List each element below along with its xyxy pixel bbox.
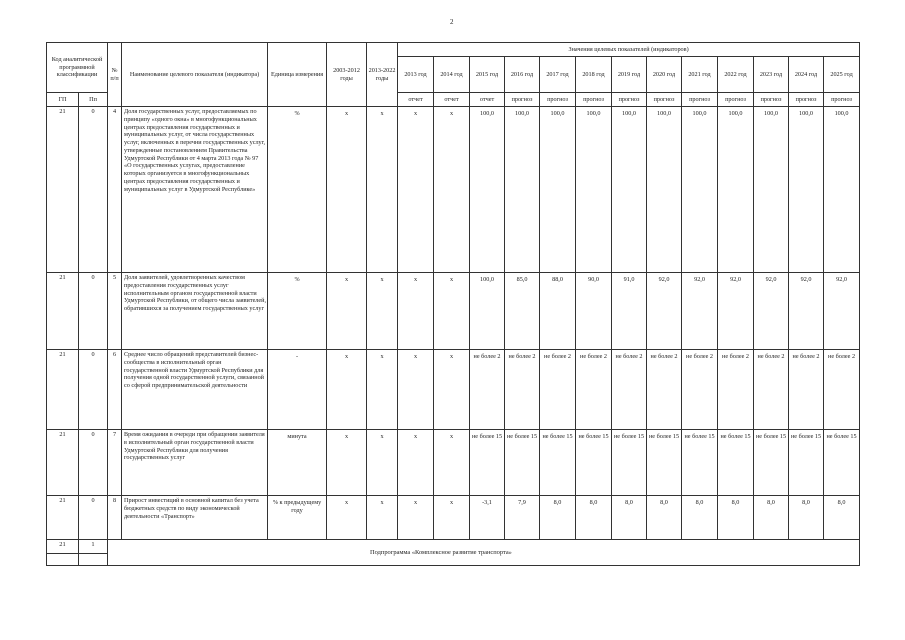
row-value-cell: 8,0: [576, 496, 612, 540]
row-value-cell: не более 2: [789, 350, 824, 430]
header-year: 2013 год: [398, 57, 434, 93]
row-value-cell: не более 2: [470, 350, 505, 430]
row-value-cell: 8,0: [540, 496, 576, 540]
header-value-type: прогноз: [718, 93, 754, 107]
table-row: [47, 350, 860, 430]
row-code-pp: 0: [79, 496, 108, 540]
table-row: [47, 107, 860, 273]
row-value-cell: x: [434, 273, 470, 350]
row-num: 5: [108, 273, 122, 350]
row-value-cell: 90,0: [576, 273, 612, 350]
row-value-cell: 100,0: [754, 107, 789, 273]
header-value-type: прогноз: [612, 93, 647, 107]
row-value-cell: не более 15: [576, 430, 612, 496]
row-value-cell: 88,0: [540, 273, 576, 350]
header-year: 2019 год: [612, 57, 647, 93]
header-value-type: прогноз: [789, 93, 824, 107]
row-value-cell: не более 15: [754, 430, 789, 496]
row-value-cell: 100,0: [576, 107, 612, 273]
row-num: 4: [108, 107, 122, 273]
row-period-2003-2012: x: [327, 430, 367, 496]
row-value-cell: 100,0: [682, 107, 718, 273]
row-value-cell: не более 2: [612, 350, 647, 430]
row-value-cell: 92,0: [824, 273, 860, 350]
row-value-cell: 91,0: [612, 273, 647, 350]
row-value-cell: не более 15: [612, 430, 647, 496]
row-value-cell: 100,0: [505, 107, 540, 273]
row-unit: минута: [268, 430, 327, 496]
header-value-type: прогноз: [576, 93, 612, 107]
header-code-pp: Пп: [79, 93, 108, 107]
row-code-gp: 21: [47, 273, 79, 350]
row-value-cell: 100,0: [824, 107, 860, 273]
table-row: [47, 496, 860, 540]
row-num: 6: [108, 350, 122, 430]
row-value-cell: не более 15: [824, 430, 860, 496]
header-value-type: прогноз: [540, 93, 576, 107]
row-value-cell: x: [398, 350, 434, 430]
row-value-cell: не более 2: [824, 350, 860, 430]
row-unit: %: [268, 107, 327, 273]
row-value-cell: x: [398, 273, 434, 350]
row-period-2013-2022: x: [367, 430, 398, 496]
row-indicator-name: Время ожидания в очереди при обращении заявителя в исполнительный орган государственной власти Удмуртской Республики для получения государственных услуг: [122, 430, 268, 496]
header-unit: Единица измерения: [268, 43, 327, 107]
header-value-type: отчет: [434, 93, 470, 107]
row-unit: -: [268, 350, 327, 430]
row-value-cell: x: [434, 430, 470, 496]
subprogram-gp: 21: [47, 540, 79, 554]
row-value-cell: 8,0: [647, 496, 682, 540]
indicators-table: [46, 42, 860, 566]
row-unit: % к предыдущему году: [268, 496, 327, 540]
header-value-type: прогноз: [754, 93, 789, 107]
header-year: 2018 год: [576, 57, 612, 93]
row-indicator-name: Доля государственных услуг, предоставляемых по принципу «одного окна» в многофункциональных центрах предоставления государственных и муниципальных услуг, от числа государственных услуг, включенных в перечни государственных услуг, утвержденные постановлением Правительства Удмуртской Республики от 4 марта 2013 года № 97 «О государственных услугах, предоставление которых организуется в многофункциональных центрах предоставления государственных и муниципальных услуг в Удмуртской Республике»: [122, 107, 268, 273]
row-value-cell: не более 15: [647, 430, 682, 496]
page-number: 2: [450, 18, 454, 26]
row-value-cell: 92,0: [718, 273, 754, 350]
header-year: 2023 год: [754, 57, 789, 93]
header-value-type: прогноз: [505, 93, 540, 107]
row-code-pp: 0: [79, 107, 108, 273]
subprogram-pp: 1: [79, 540, 108, 554]
row-value-cell: не более 2: [540, 350, 576, 430]
header-year: 2021 год: [682, 57, 718, 93]
row-value-cell: 100,0: [470, 107, 505, 273]
row-value-cell: 85,0: [505, 273, 540, 350]
header-year: 2015 год: [470, 57, 505, 93]
row-value-cell: 8,0: [789, 496, 824, 540]
header-year: 2020 год: [647, 57, 682, 93]
row-value-cell: x: [434, 350, 470, 430]
row-value-cell: 92,0: [647, 273, 682, 350]
subprogram-gp-blank: [47, 554, 79, 566]
header-year: 2017 год: [540, 57, 576, 93]
header-code-group: Код аналитической программной классификации: [47, 43, 108, 93]
row-code-pp: 0: [79, 430, 108, 496]
header-num: № п/п: [108, 43, 122, 107]
row-value-cell: x: [398, 496, 434, 540]
row-value-cell: не более 2: [682, 350, 718, 430]
row-value-cell: x: [398, 430, 434, 496]
row-code-pp: 0: [79, 350, 108, 430]
row-value-cell: 7,9: [505, 496, 540, 540]
row-period-2013-2022: x: [367, 107, 398, 273]
row-value-cell: не более 2: [505, 350, 540, 430]
row-code-gp: 21: [47, 350, 79, 430]
header-values-group: Значения целевых показателей (индикаторов): [398, 43, 860, 57]
row-value-cell: 100,0: [718, 107, 754, 273]
row-indicator-name: Среднее число обращений представителей бизнес-сообщества в исполнительный орган государственной власти Удмуртской Республики для получения одной государственной услуги, связанной со сферой предпринимательской деятельности: [122, 350, 268, 430]
row-unit: %: [268, 273, 327, 350]
row-period-2013-2022: x: [367, 273, 398, 350]
header-value-type: отчет: [398, 93, 434, 107]
row-code-gp: 21: [47, 496, 79, 540]
row-value-cell: 92,0: [682, 273, 718, 350]
row-period-2013-2022: x: [367, 496, 398, 540]
row-value-cell: не более 15: [540, 430, 576, 496]
row-value-cell: x: [434, 496, 470, 540]
row-code-gp: 21: [47, 107, 79, 273]
row-value-cell: 100,0: [540, 107, 576, 273]
header-value-type: отчет: [470, 93, 505, 107]
header-value-type: прогноз: [682, 93, 718, 107]
row-code-pp: 0: [79, 273, 108, 350]
header-value-type: прогноз: [647, 93, 682, 107]
row-value-cell: -3,1: [470, 496, 505, 540]
table-row: [47, 430, 860, 496]
row-value-cell: 8,0: [718, 496, 754, 540]
row-value-cell: 8,0: [682, 496, 718, 540]
header-year: 2014 год: [434, 57, 470, 93]
row-value-cell: 92,0: [754, 273, 789, 350]
header-year: 2024 год: [789, 57, 824, 93]
header-code-gp: ГП: [47, 93, 79, 107]
subprogram-row-top: [47, 540, 860, 554]
row-value-cell: x: [398, 107, 434, 273]
row-indicator-name: Доля заявителей, удовлетворенных качеством предоставления государственных услуг исполнительным органом государственной власти Удмуртской Республики, от общего числа заявителей, обратившихся за получением государственных услуг: [122, 273, 268, 350]
subprogram-pp-blank: [79, 554, 108, 566]
row-period-2003-2012: x: [327, 107, 367, 273]
row-value-cell: 8,0: [612, 496, 647, 540]
row-value-cell: не более 2: [647, 350, 682, 430]
row-indicator-name: Прирост инвестиций в основной капитал без учета бюджетных средств по виду экономической деятельности «Транспорт»: [122, 496, 268, 540]
table-row: [47, 273, 860, 350]
header-year: 2016 год: [505, 57, 540, 93]
header-period-2003-2012: 2003-2012 годы: [327, 43, 367, 107]
header-year: 2022 год: [718, 57, 754, 93]
row-value-cell: 92,0: [789, 273, 824, 350]
row-value-cell: 8,0: [824, 496, 860, 540]
row-code-gp: 21: [47, 430, 79, 496]
header-year: 2025 год: [824, 57, 860, 93]
row-value-cell: не более 15: [505, 430, 540, 496]
row-value-cell: не более 15: [682, 430, 718, 496]
row-value-cell: не более 2: [718, 350, 754, 430]
row-value-cell: 100,0: [647, 107, 682, 273]
row-value-cell: не более 2: [754, 350, 789, 430]
row-value-cell: x: [434, 107, 470, 273]
subprogram-title: Подпрограмма «Комплексное развитие транспорта»: [108, 540, 860, 566]
row-period-2003-2012: x: [327, 350, 367, 430]
row-num: 7: [108, 430, 122, 496]
row-num: 8: [108, 496, 122, 540]
row-period-2003-2012: x: [327, 496, 367, 540]
header-period-2013-2022: 2013-2022 годы: [367, 43, 398, 107]
header-name: Наименование целевого показателя (индикатора): [122, 43, 268, 107]
header-value-type: прогноз: [824, 93, 860, 107]
row-value-cell: 8,0: [754, 496, 789, 540]
row-value-cell: 100,0: [612, 107, 647, 273]
row-period-2013-2022: x: [367, 350, 398, 430]
row-value-cell: не более 2: [576, 350, 612, 430]
row-value-cell: 100,0: [470, 273, 505, 350]
row-value-cell: не более 15: [789, 430, 824, 496]
table-body: [47, 107, 860, 566]
row-period-2003-2012: x: [327, 273, 367, 350]
row-value-cell: не более 15: [718, 430, 754, 496]
row-value-cell: не более 15: [470, 430, 505, 496]
row-value-cell: 100,0: [789, 107, 824, 273]
